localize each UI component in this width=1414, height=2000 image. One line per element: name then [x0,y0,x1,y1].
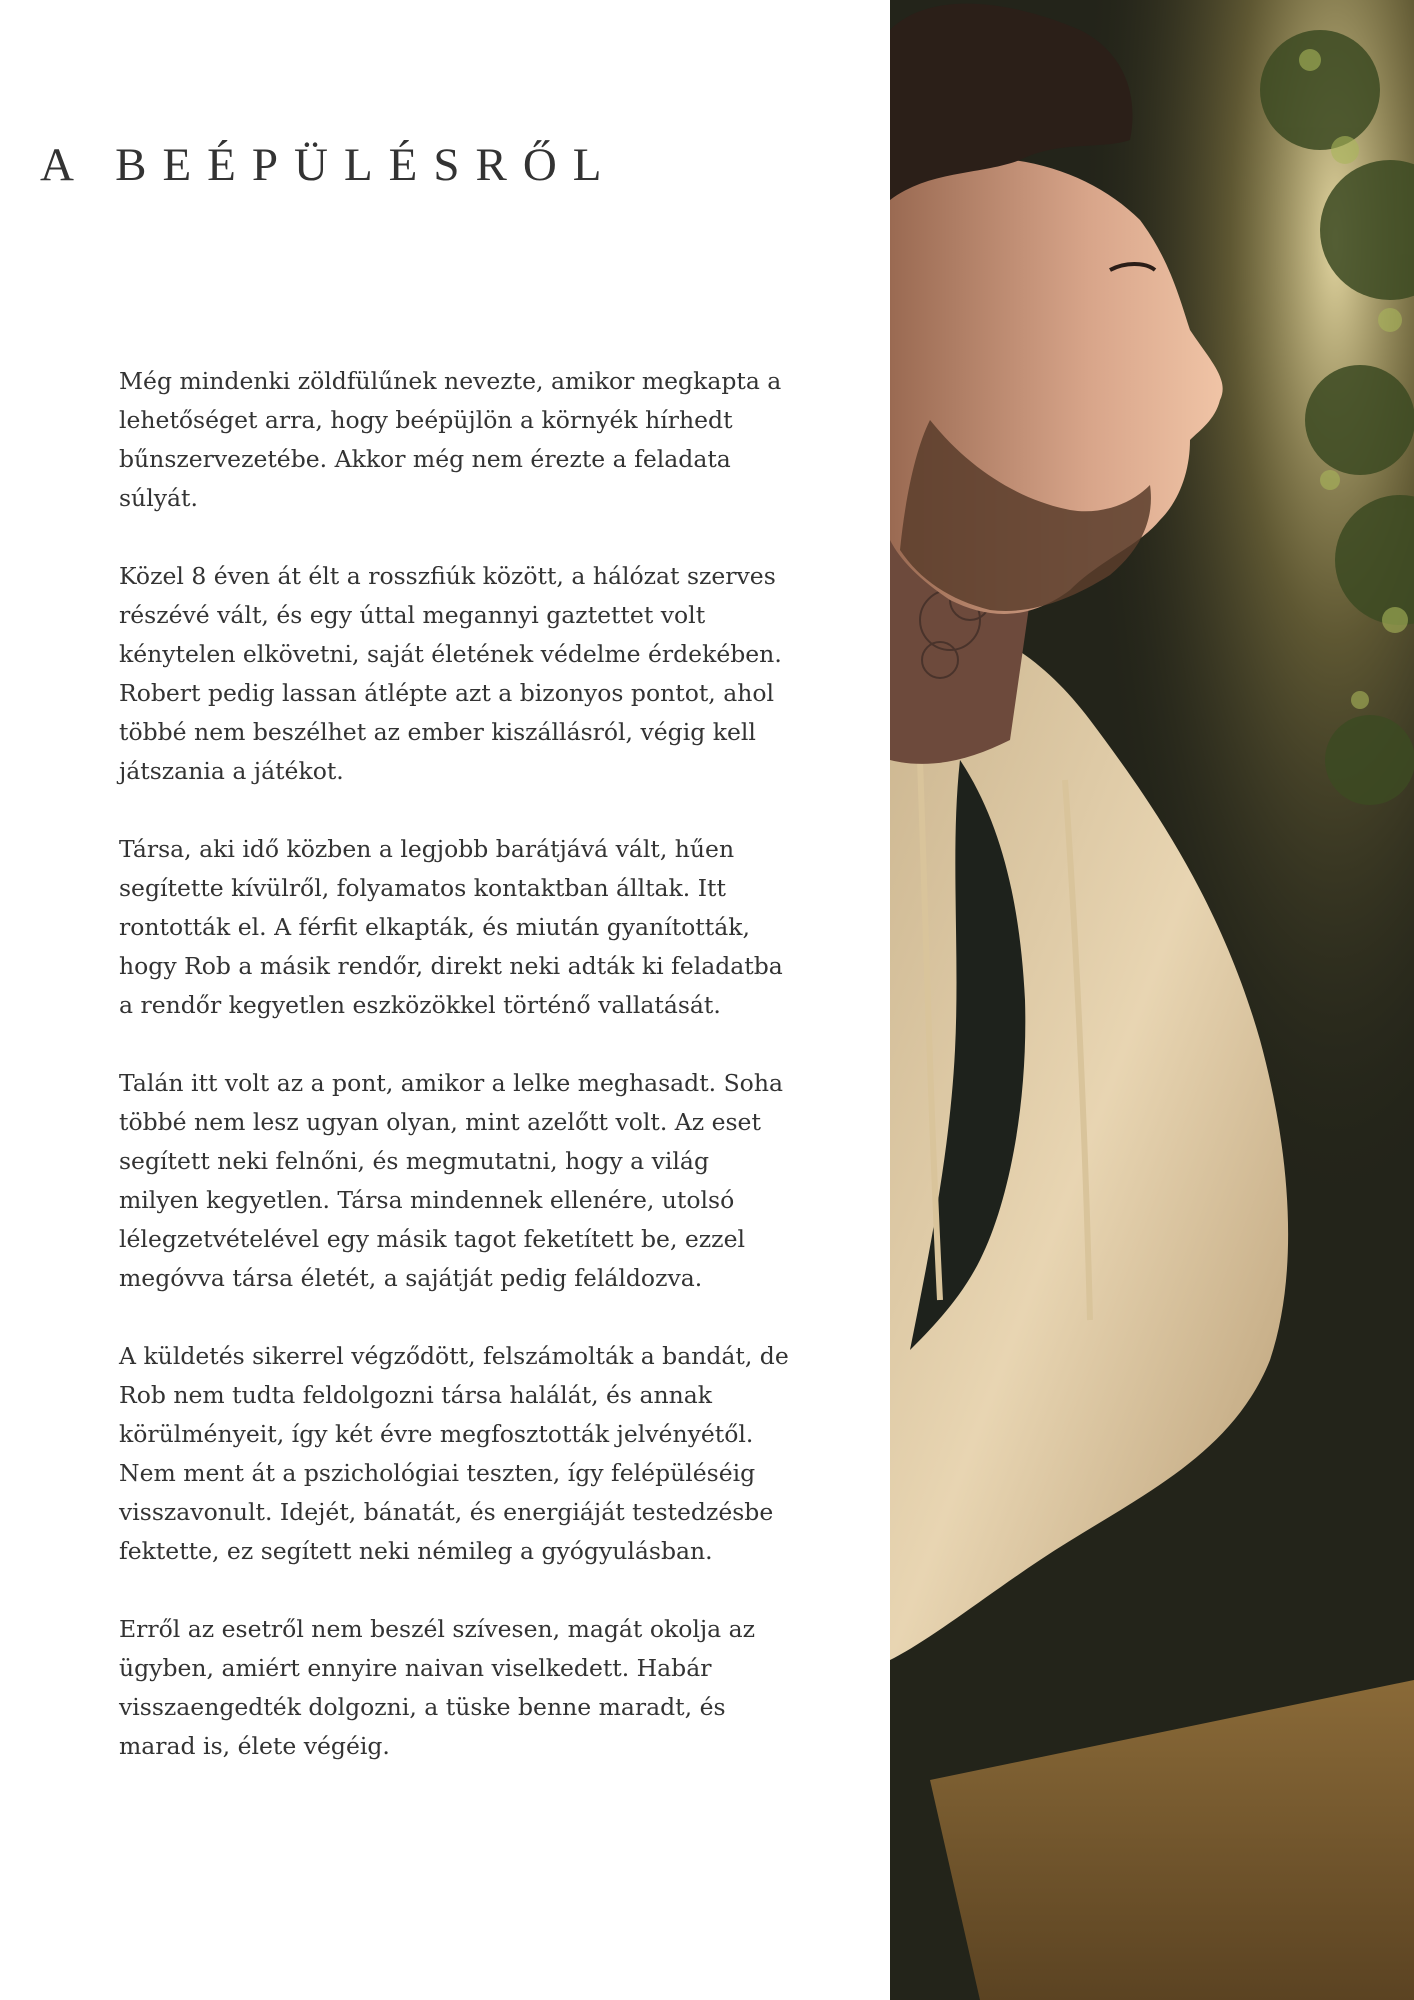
story-paragraph: Közel 8 éven át élt a rosszfiúk között, a hálózat szerves részévé vált, és egy úttal megannyi gaztettet volt kénytelen elkövetni, saját életének védelme érdekében. Robert pedig lassan átlépte azt a bizonyos pontot, ahol többé nem beszélhet az ember kiszállásról, végig kell játszania a játékot. [119,562,782,785]
page-title: A BEÉPÜLÉSRŐL [40,139,618,191]
portrait-photo [890,0,1414,2000]
story-paragraph: Talán itt volt az a pont, amikor a lelke meghasadt. Soha többé nem lesz ugyan olyan, mint azelőtt volt. Az eset segített neki felnőni, és megmutatni, hogy a világ milyen kegyetlen. Társa mindennek ellenére, utolsó lélegzetvételével egy másik tagot feketített be, ezzel megóvva társa életét, a sajátját pedig feláldozva. [119,1069,783,1292]
story-paragraph: A küldetés sikerrel végződött, felszámolták a bandát, de Rob nem tudta feldolgozni társa halálát, és annak körülményeit, így két évre megfosztották jelvényétől. Nem ment át a pszichológiai teszten, így felépüléséig visszavonult. Idejét, bánatát, és energiáját testedzésbe fektette, ez segített neki némileg a gyógyulásban. [119,1342,789,1565]
story-paragraph: Még mindenki zöldfülűnek nevezte, amikor megkapta a lehetőséget arra, hogy beépüjlön a környék hírhedt bűnszervezetébe. Akkor még nem érezte a feladata súlyát. [119,367,782,512]
story-paragraph: Erről az esetről nem beszél szívesen, magát okolja az ügyben, amiért ennyire naivan viselkedett. Habár visszaengedték dolgozni, a tüske benne maradt, és marad is, élete végéig. [119,1615,756,1760]
story-paragraph: Társa, aki idő közben a legjobb barátjává vált, hűen segítette kívülről, folyamatos kontaktban álltak. Itt rontották el. A férfit elkapták, és miután gyanították, hogy Rob a másik rendőr, direkt neki adták ki feladatba a rendőr kegyetlen eszközökkel történő vallatását. [119,835,783,1019]
story-text [119,362,859,1805]
